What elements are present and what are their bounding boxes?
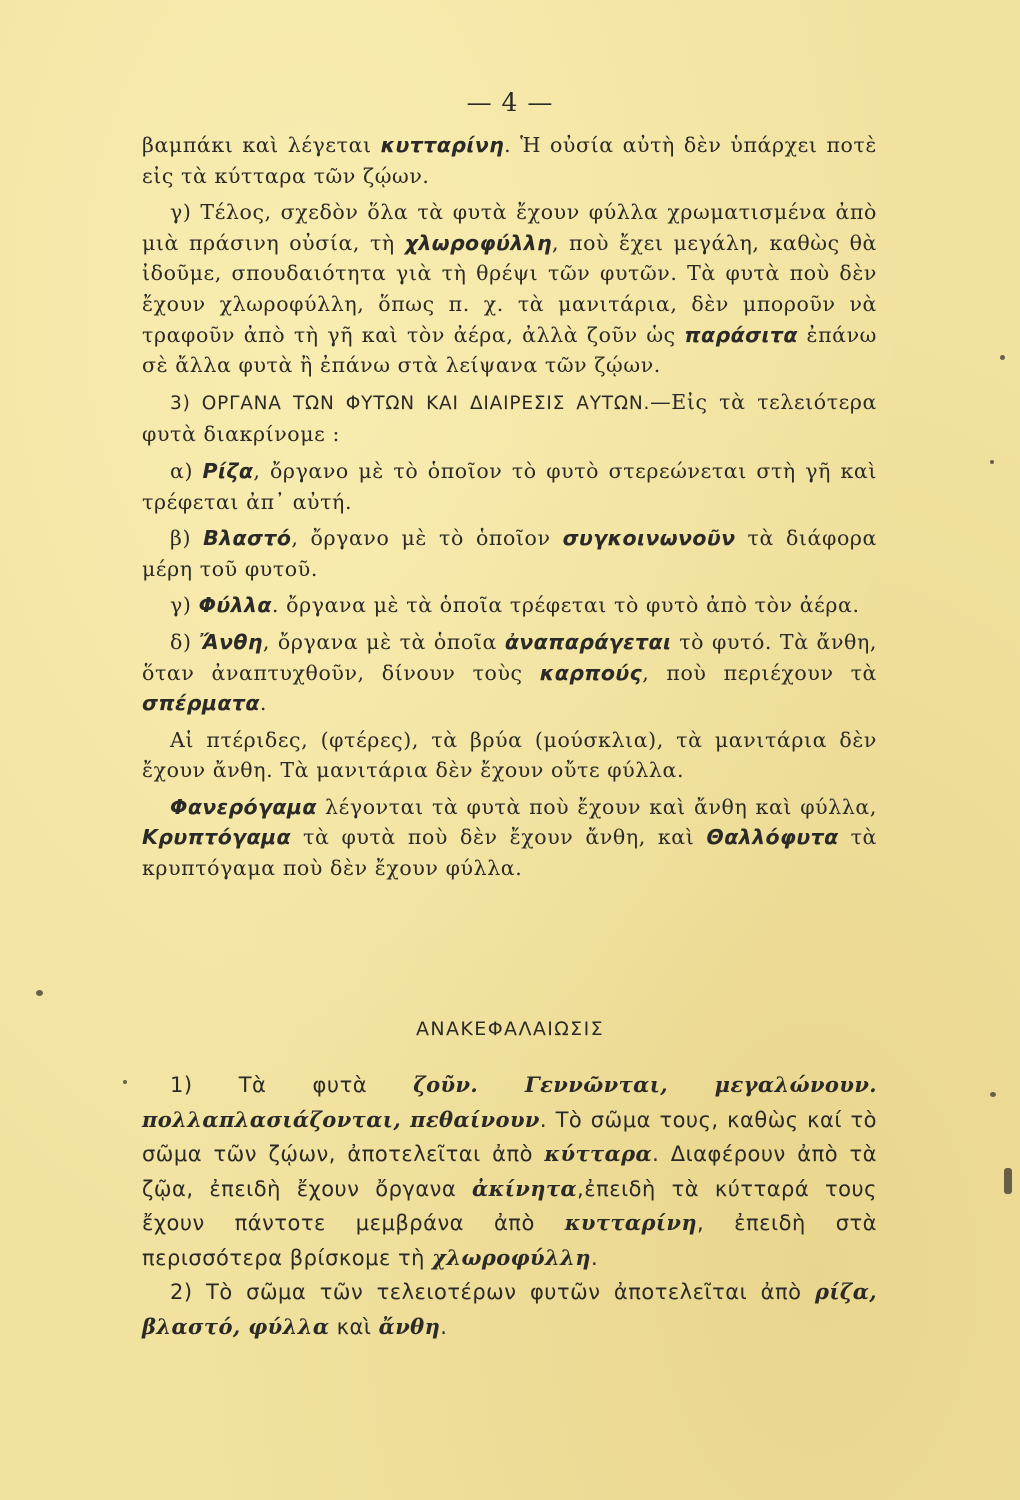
term-root: Ρίζα	[202, 458, 254, 483]
term-communicate: συγκοινωνοῦν	[562, 526, 736, 551]
term-immobile: ἀκίνητα	[472, 1175, 578, 1201]
text-run: , ὄργανο μὲ τὸ ὁποῖον τὸ φυτὸ στερεώνεται στὴ γῆ καὶ τρέφεται ἀπ᾽ αὐτή.	[142, 458, 877, 514]
term-reproduces: ἀναπαράγεται	[504, 629, 672, 654]
text-run: , ποὺ ἔχει μεγάλη, καθὼς θὰ ἰδοῦμε, σπουδαιότητα γιὰ τὴ θρέψι τῶν φυτῶν. Τὰ φυτὰ ποὺ δὲν ἔχουν χλωροφύλλη, ὅπως π. χ. τὰ μανιτάρια, δὲν μποροῦν νὰ τραφοῦν ἀπὸ τὴ γῆ καὶ τὸν ἀέρα, ἀλλὰ ζοῦν ὡς	[142, 230, 877, 347]
section-heading: 3) ΟΡΓΑΝΑ ΤΩΝ ΦΥΤΩΝ ΚΑΙ ΔΙΑΙΡΕΣΙΣ ΑΥΤΩΝ.	[170, 392, 651, 414]
text-run: γ) Τέλος, σχεδὸν ὅλα τὰ φυτὰ ἔχουν φύλλα χρωματισμένα ἀπὸ μιὰ πράσινη οὐσία, τὴ	[142, 200, 877, 255]
term-cellulose: κυτταρίνη	[380, 133, 505, 157]
term-cells: κύτταρα	[544, 1141, 653, 1166]
text-run: λέγονται τὰ φυτὰ ποὺ ἔχουν καὶ ἄνθη καὶ φύλλα,	[316, 794, 877, 819]
paragraph-ferns	[142, 725, 877, 786]
page-number: — 4 —	[466, 88, 554, 117]
text-run: —Εἰς τὰ τελειότερα φυτὰ διακρίνομε :	[142, 389, 877, 447]
paper-speck	[990, 1092, 996, 1097]
text-run: , ὄργανα μὲ τὰ ὁποῖα	[262, 629, 505, 654]
paragraph-cellulose	[142, 130, 877, 191]
text-run: βαμπάκι καὶ λέγεται	[142, 133, 381, 157]
text-run: δ)	[170, 629, 200, 654]
text-run: ,ἐπειδὴ τὰ κύτταρά τους ἔχουν πάντοτε μεμβράνα ἀπὸ	[142, 1176, 877, 1235]
paragraph-leaves	[142, 590, 877, 621]
term-life-cycle: ζοῦν. Γεννῶνται, μεγαλώνουν. πολλαπλασιάζονται, πεθαίνουν	[142, 1072, 877, 1132]
paragraph-flowers	[142, 627, 877, 719]
term-cellulose-summary: κυτταρίνη	[564, 1210, 698, 1235]
text-run: γ)	[170, 593, 199, 618]
term-thallophytes: Θαλλόφυτα	[706, 825, 839, 850]
term-parasites: παράσιτα	[684, 322, 798, 347]
term-phanerogams: Φανερόγαμα	[170, 794, 317, 819]
term-stem: Βλαστό	[203, 526, 292, 551]
term-cryptogams: Κρυπτόγαμα	[142, 825, 292, 850]
text-run: , ποὺ περιέχουν τὰ	[642, 660, 877, 685]
term-seeds: σπέρματα	[142, 691, 260, 716]
text-run: .	[590, 1245, 599, 1270]
term-flowers: Ἄνθη	[199, 629, 263, 654]
paragraph-organs-heading	[142, 387, 877, 450]
text-run: . ὄργανα μὲ τὰ ὁποῖα τρέφεται τὸ φυτὸ ἀπὸ τὸν ἀέρα.	[271, 593, 860, 618]
main-text	[142, 130, 877, 890]
term-chlorophyll-summary: χλωροφύλλη	[432, 1244, 591, 1270]
paragraph-chlorophyll	[142, 197, 877, 381]
text-run: . Τὸ σῶμα τους, καθὼς καί τὸ σῶμα τῶν ζῴων, ἀποτελεῖται ἀπὸ	[142, 1107, 877, 1166]
summary-point-1	[142, 1068, 877, 1275]
paper-speck	[36, 990, 43, 996]
text-run: .	[440, 1314, 448, 1339]
text-run: τὰ διάφορα μέρη τοῦ φυτοῦ.	[142, 526, 877, 581]
text-run: Αἱ πτέριδες, (φτέρες), τὰ βρύα (μούσκλια), τὰ μανιτάρια δὲν ἔχουν ἄνθη. Τὰ μανιτάρια δὲν ἔχουν οὔτε φύλλα.	[142, 727, 877, 783]
term-leaves: Φύλλα	[198, 593, 272, 618]
summary-text	[142, 1068, 877, 1344]
paragraph-stem	[142, 523, 877, 584]
text-run: 1) Τὰ φυτὰ	[170, 1073, 414, 1097]
term-chlorophyll: χλωροφύλλη	[404, 230, 552, 255]
text-run: τὰ κρυπτόγαμα ποὺ δὲν ἔχουν φύλλα.	[142, 825, 877, 881]
term-flowers-summary: ἄνθη	[378, 1313, 441, 1339]
paper-speck	[990, 460, 994, 464]
summary-title: ΑΝΑΚΕΦΑΛΑΙΩΣΙΣ	[416, 1018, 604, 1040]
paragraph-root	[142, 456, 877, 517]
text-run: τὸ φυτό. Τὰ ἄνθη, ὅταν ἀναπτυχθοῦν, δίνουν τοὺς	[142, 629, 877, 685]
paper-speck	[123, 1080, 127, 1084]
summary-point-2	[142, 1275, 877, 1344]
term-organs-list: ρίζα, βλαστό, φύλλα	[142, 1279, 877, 1339]
paragraph-classification	[142, 792, 877, 884]
text-run: .	[259, 691, 267, 716]
text-run: 2) Τὸ σῶμα τῶν τελειοτέρων φυτῶν ἀποτελεῖται ἀπὸ	[170, 1280, 815, 1304]
text-run: , ἐπειδὴ στὰ περισσότερα βρίσκομε τὴ	[142, 1211, 877, 1270]
text-run: τὰ φυτὰ ποὺ δὲν ἔχουν ἄνθη, καὶ	[291, 825, 707, 850]
paper-speck	[1004, 1168, 1012, 1194]
text-run: καὶ	[329, 1314, 379, 1339]
term-fruits: καρπούς	[539, 660, 643, 685]
paper-speck	[1000, 355, 1005, 360]
text-run: ἐπάνω σὲ ἄλλα φυτὰ ἢ ἐπάνω στὰ λείψανα τῶν ζῴων.	[142, 322, 877, 378]
text-run: , ὄργανο μὲ τὸ ὁποῖον	[291, 526, 563, 551]
text-run: . Ἡ οὐσία αὐτὴ δὲν ὑπάρχει ποτὲ εἰς τὰ κύτταρα τῶν ζῴων.	[142, 133, 877, 188]
text-run: α)	[170, 458, 203, 483]
text-run: . Διαφέρουν ἀπὸ τὰ ζῷα, ἐπειδὴ ἔχουν ὄργανα	[142, 1142, 877, 1201]
text-run: β)	[170, 526, 204, 551]
